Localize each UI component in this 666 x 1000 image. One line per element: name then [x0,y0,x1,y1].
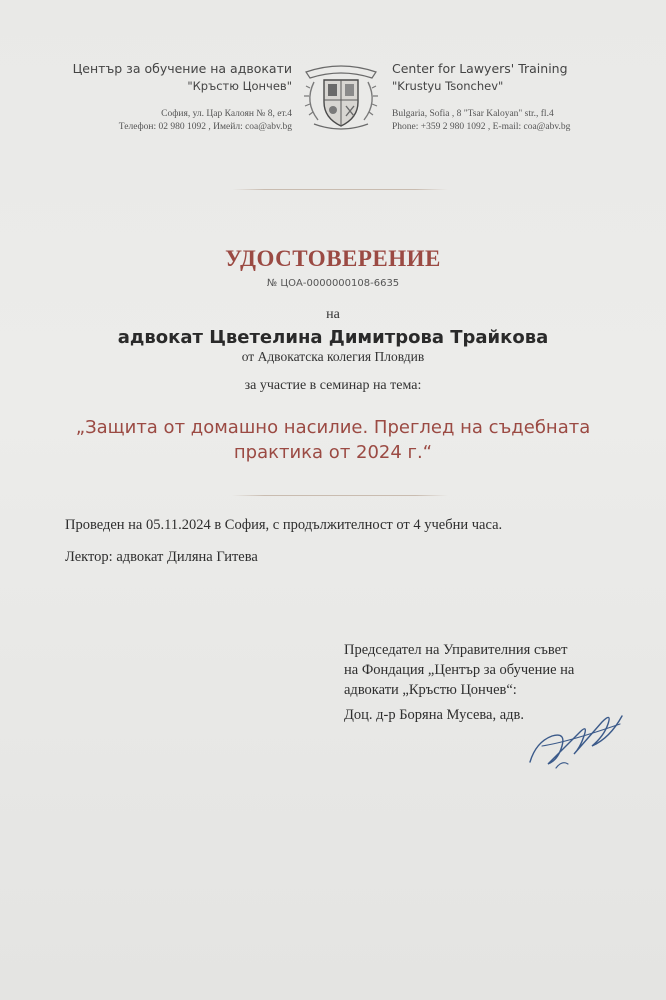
handwritten-signature-icon [522,702,632,774]
certificate-title: УДОСТОВЕРЕНИЕ [225,246,441,271]
header-left-bg [40,60,292,134]
signatory-line3: адвокати „Кръстю Цончев“: [344,682,517,698]
seminar-topic-line1: „Защита от домашно насилие. Преглед на съдебната [75,417,591,438]
seminar-topic-line2: практика от 2024 г.“ [233,442,433,463]
crest-emblem-icon [300,58,382,134]
org-subname-en: "Krustyu Tsonchev" [392,79,504,93]
org-contacts-bg: Телефон: 02 980 1092 , Имейл: coa@abv.bg [118,122,292,132]
divider-top [232,189,448,190]
signatory-name: Доц. д-р Боряна Мусева, адв. [344,707,525,723]
divider-middle [232,495,448,496]
org-subname-bg: "Кръстю Цончев" [187,79,292,93]
org-name-en: Center for Lawyers' Training [392,61,568,76]
signatory-title [344,640,644,700]
preposition-to: на [326,307,340,322]
signatory-line1: Председател на Управителния съвет [344,642,568,658]
seminar-topic [0,415,666,465]
lecturer-statement: Лектор: адвокат Диляна Гитева [65,549,258,565]
org-address-en: Bulgaria, Sofia , 8 "Tsar Kaloyan" str., fl.4 [392,109,554,119]
org-name-bg: Център за обучение на адвокати [72,61,292,76]
participation-text: за участие в семинар на тема: [244,378,422,393]
certificate-number: № ЦОА-0000000108-6635 [266,278,400,289]
recipient-name: адвокат Цветелина Димитрова Трайкова [117,327,549,348]
header-right-en [392,60,652,134]
signatory-line2: на Фондация „Център за обучение на [344,662,575,678]
org-contacts-en: Phone: +359 2 980 1092 , E-mail: coa@abv.bg [392,122,571,132]
held-statement: Проведен на 05.11.2024 в София, с продължителност от 4 учебни часа. [65,517,503,533]
org-address-bg: София, ул. Цар Калоян № 8, ет.4 [161,109,292,119]
bar-association: от Адвокатска колегия Пловдив [241,349,425,364]
